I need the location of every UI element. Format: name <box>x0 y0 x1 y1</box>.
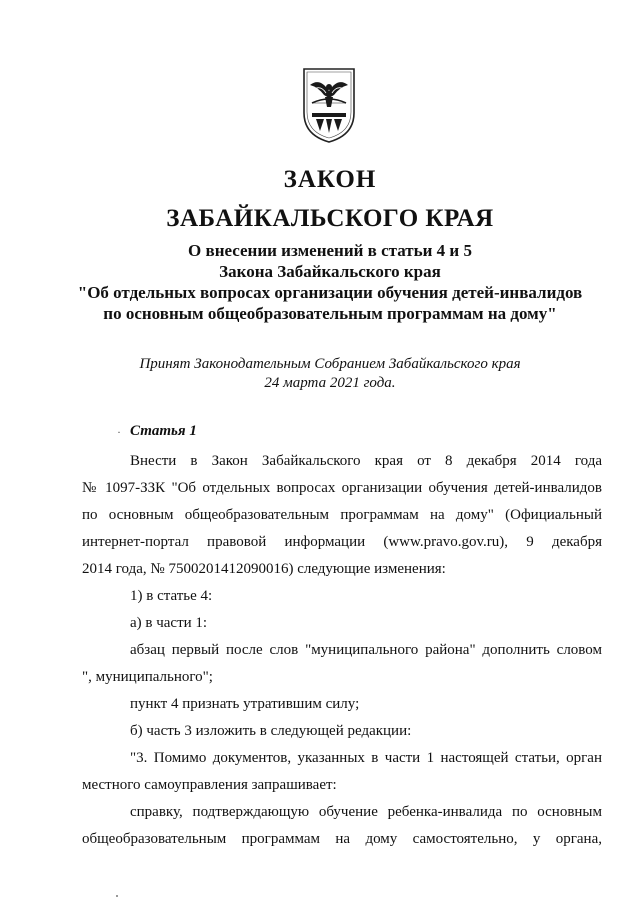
article-line: б) часть 3 изложить в следующей редакции: <box>130 723 412 739</box>
article-line: 2014 года, № 7500201412090016) следующие изменения: <box>82 561 446 577</box>
adoption-note: Принят Законодательным Собранием Забайкальского края <box>139 356 521 372</box>
article-line: "3. Помимо документов, указанных в части 1 настоящей статьи, орган <box>130 750 602 766</box>
article-line: № 1097-ЗЗК "Об отдельных вопросах организации обучения детей-инвалидов <box>82 480 602 496</box>
article-line: справку, подтверждающую обучение ребенка-инвалида по основным <box>130 804 602 820</box>
scan-speck <box>116 895 118 897</box>
law-title: ЗАКОН <box>283 166 377 193</box>
article-line: общеобразовательным программам на дому самостоятельно, у органа, <box>82 831 602 847</box>
coat-of-arms-icon <box>300 65 358 145</box>
adoption-date: 24 марта 2021 года. <box>264 375 396 391</box>
article-line: ", муниципального"; <box>82 669 213 685</box>
article-line: пункт 4 признать утратившим силу; <box>130 696 360 712</box>
article-line: абзац первый после слов "муниципального района" дополнить словом <box>130 642 602 658</box>
article-heading: Статья 1 <box>130 423 197 439</box>
article-line: 1) в статье 4: <box>130 588 213 604</box>
article-line: по основным общеобразовательным программам на дому" (Официальный <box>82 507 602 523</box>
article-line: а) в части 1: <box>130 615 208 631</box>
law-subtitle-line: "Об отдельных вопросах организации обучения детей-инвалидов <box>77 283 583 302</box>
article-line: Внести в Закон Забайкальского края от 8 декабря 2014 года <box>130 453 602 469</box>
law-subtitle-line: Закона Забайкальского края <box>219 262 441 281</box>
law-region-title: ЗАБАЙКАЛЬСКОГО КРАЯ <box>166 205 494 232</box>
article-line: интернет-портал правовой информации (www.pravo.gov.ru), 9 декабря <box>82 534 602 550</box>
law-subtitle-line: по основным общеобразовательным программам на дому" <box>103 304 557 323</box>
article-line: местного самоуправления запрашивает: <box>82 777 337 793</box>
law-subtitle-line: О внесении изменений в статьи 4 и 5 <box>188 241 472 260</box>
scan-mark: · <box>117 425 121 439</box>
